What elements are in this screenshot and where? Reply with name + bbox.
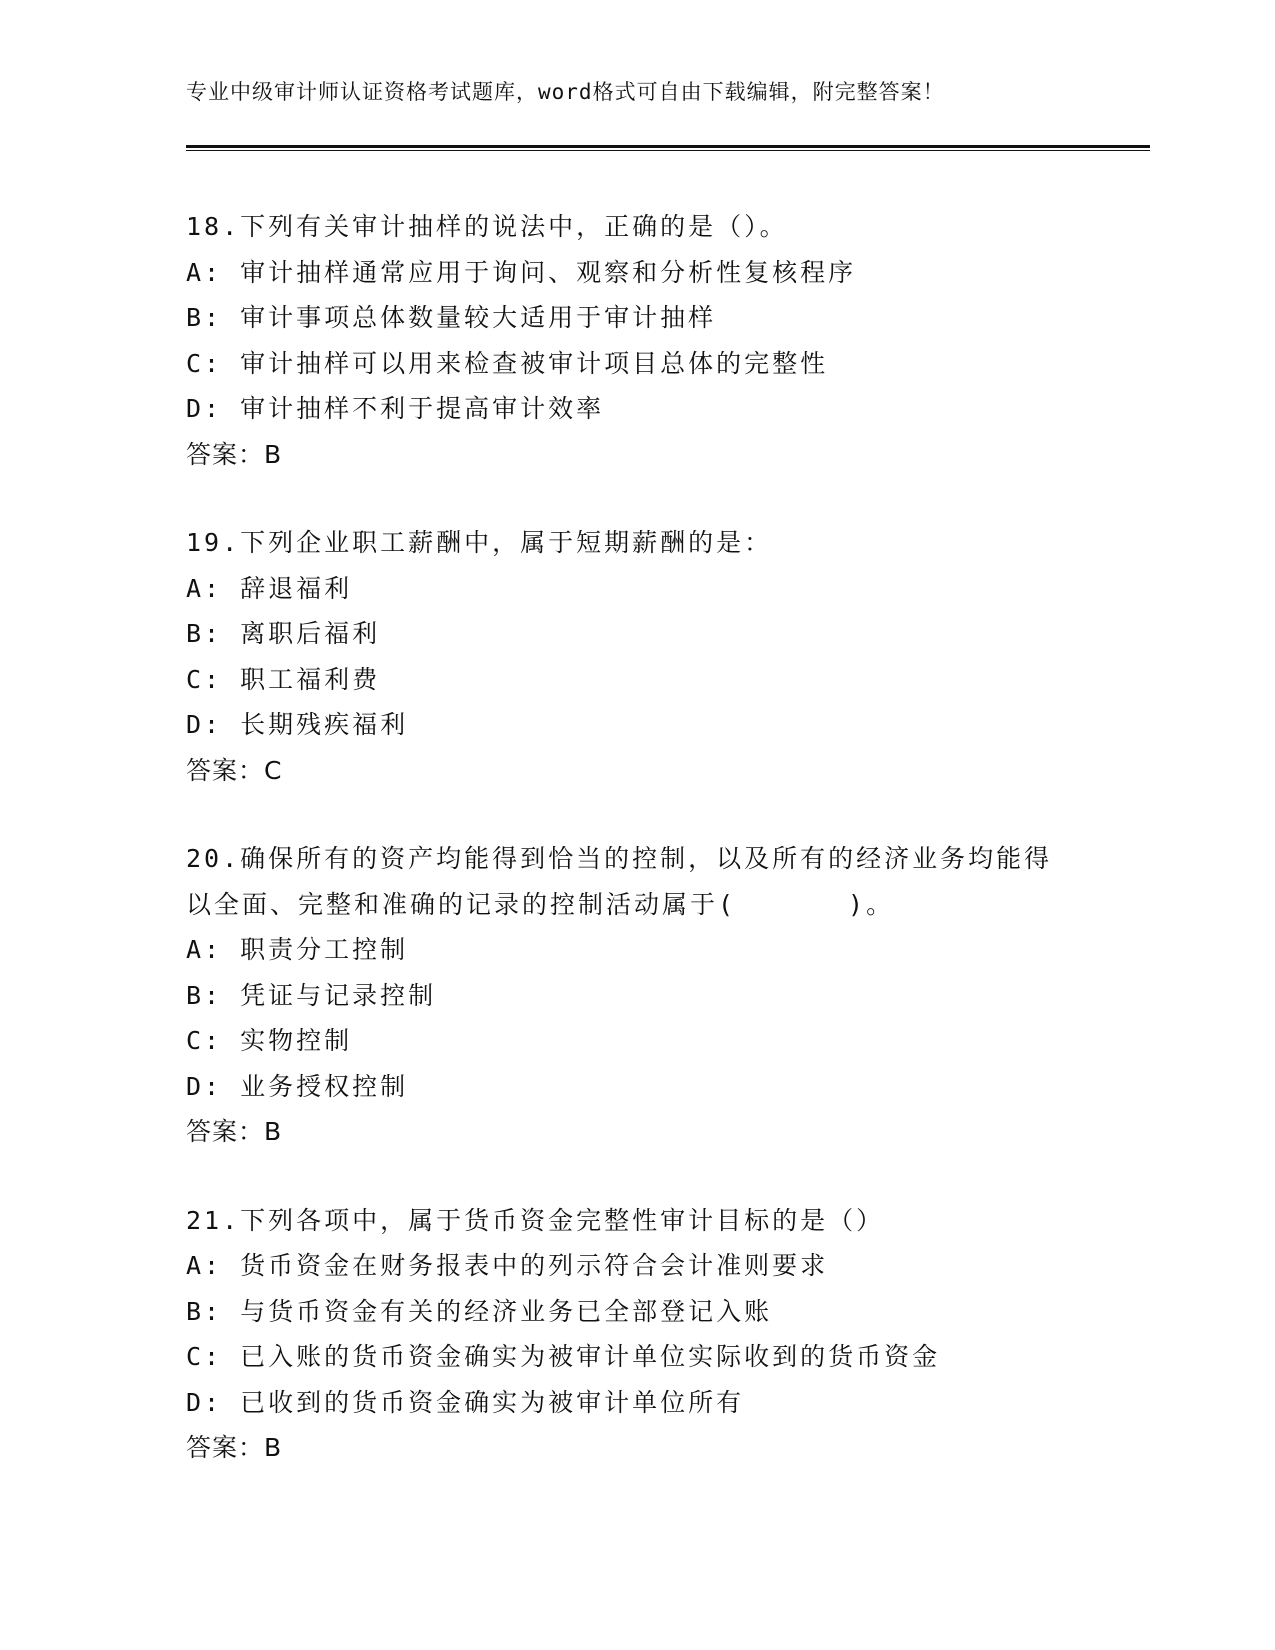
option-b: B: 凭证与记录控制: [186, 980, 437, 1010]
question-stem: 20.确保所有的资产均能得到恰当的控制，以及所有的经济业务均能得: [186, 844, 1053, 873]
option-c: C: 审计抽样可以用来检查被审计项目总体的完整性: [186, 348, 829, 378]
option-c: C: 已入账的货币资金确实为被审计单位实际收到的货币资金: [186, 1342, 941, 1371]
question-18: [186, 204, 1106, 477]
answer-label: 答案：B: [186, 1117, 283, 1146]
option-a: A: 职责分工控制: [186, 935, 409, 964]
question-stem: 21.下列各项中，属于货币资金完整性审计目标的是（）: [186, 1205, 885, 1235]
question-list: [186, 204, 1106, 1514]
option-d: D: 已收到的货币资金确实为被审计单位所有: [186, 1387, 745, 1417]
option-a: A: 货币资金在财务报表中的列示符合会计准则要求: [186, 1251, 829, 1280]
header-divider-thin: [186, 150, 1150, 151]
option-b: B: 与货币资金有关的经济业务已全部登记入账: [186, 1296, 773, 1326]
answer-label: 答案：B: [186, 439, 283, 469]
question-stem: 18.下列有关审计抽样的说法中，正确的是（）。: [186, 212, 788, 241]
header-divider-thick: [186, 145, 1150, 148]
option-a: A: 辞退福利: [186, 573, 353, 603]
answer-label: 答案：B: [186, 1433, 283, 1462]
question-21: [186, 1198, 1106, 1471]
option-a: A: 审计抽样通常应用于询问、观察和分析性复核程序: [186, 257, 857, 287]
question-19: [186, 520, 1106, 793]
answer-label: 答案：C: [186, 755, 283, 785]
option-d: D: 长期残疾福利: [186, 710, 409, 739]
option-c: C: 实物控制: [186, 1026, 353, 1055]
question-20: [186, 836, 1106, 1155]
question-stem: 19.下列企业职工薪酬中，属于短期薪酬的是：: [186, 528, 773, 557]
option-d: D: 业务授权控制: [186, 1071, 409, 1101]
option-b: B: 离职后福利: [186, 619, 381, 648]
option-b: B: 审计事项总体数量较大适用于审计抽样: [186, 303, 717, 332]
option-d: D: 审计抽样不利于提高审计效率: [186, 394, 605, 423]
page-header-text: 专业中级审计师认证资格考试题库，word格式可自由下载编辑，附完整答案！: [186, 80, 945, 104]
option-c: C: 职工福利费: [186, 664, 381, 694]
question-stem-continued: 以全面、完整和准确的记录的控制活动属于( )。: [186, 889, 895, 919]
